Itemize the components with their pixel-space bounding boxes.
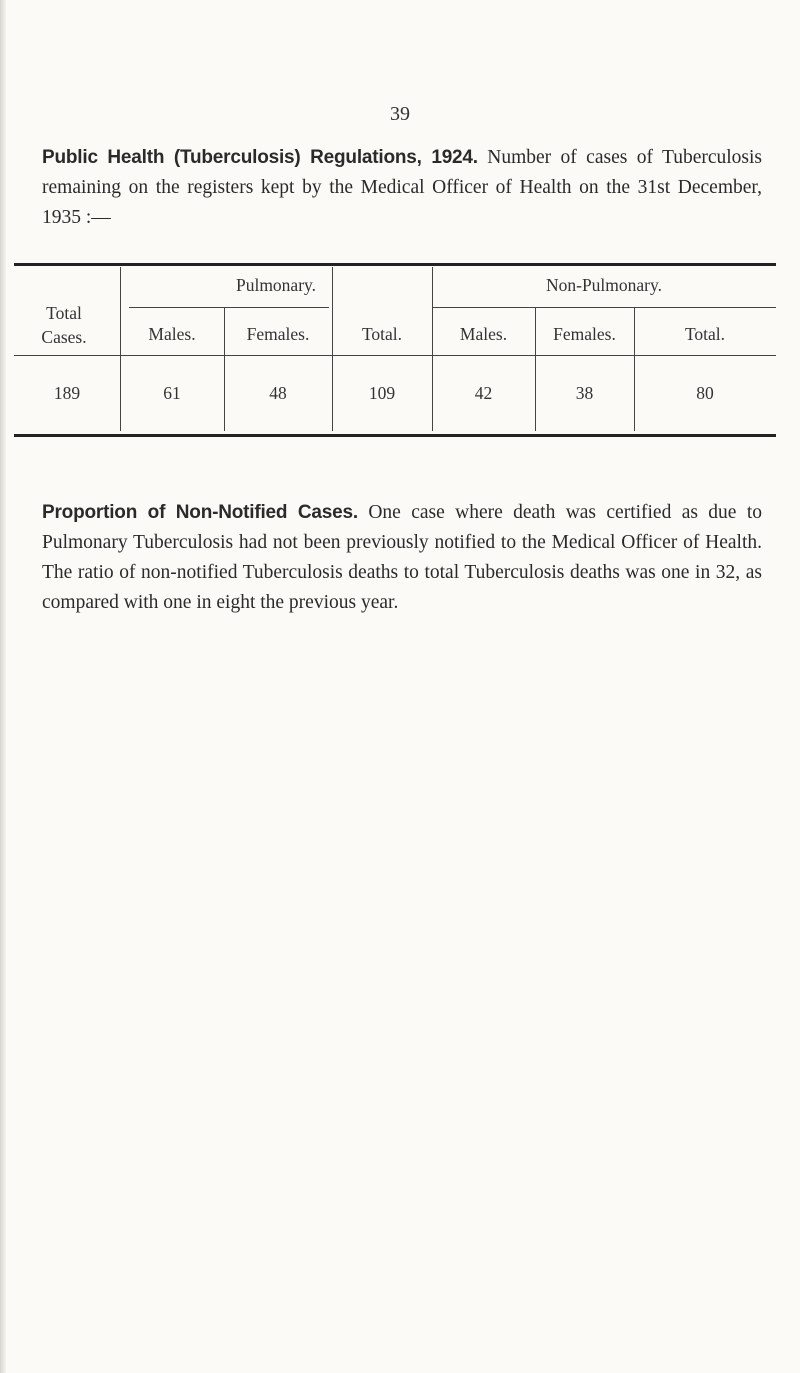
total-cases-value: 189	[53, 383, 81, 403]
pulmonary-header: Pulmonary.	[235, 275, 317, 295]
pulmonary-males-header: Males.	[148, 324, 196, 344]
pulmonary-total-header: Total.	[361, 324, 403, 344]
table-bottom-rule	[14, 434, 776, 437]
pulmonary-total-value: 109	[368, 383, 396, 403]
proportion-text: One case where death was certified as due to Pulmonary Tuberculosis had not been previously notified to the Medical Officer of Health. The ratio of non-notified Tuberculosis deaths to total Tuberculosis deaths was one in 32, as compared with one in eight the previous year.	[42, 502, 762, 613]
proportion-heading: Proportion of Non-Notified Cases.	[42, 502, 358, 523]
non-pulmonary-header: Non-Pulmonary.	[545, 275, 662, 295]
non-pulmonary-total-value: 80	[696, 383, 714, 403]
tuberculosis-cases-table	[14, 263, 776, 437]
intro-text: Number of cases of Tuberculosis remaining on the registers kept by the Medical Officer of Health on the 31st December, 1935 :—	[42, 147, 763, 228]
non-pulmonary-group-rule	[432, 307, 776, 308]
header-bottom-rule	[14, 355, 776, 356]
non-pulmonary-females-value: 38	[575, 383, 594, 403]
non-pulmonary-males-value: 42	[474, 383, 493, 403]
non-pulmonary-total-header: Total.	[684, 324, 726, 344]
regulations-heading: Public Health (Tuberculosis) Regulations, 1924.	[42, 147, 478, 168]
proportion-paragraph	[42, 498, 762, 618]
non-pulmonary-males-header: Males.	[459, 324, 508, 344]
pulmonary-females-header: Females.	[246, 324, 310, 344]
total-cases-header-line2: Cases.	[41, 327, 87, 347]
non-pulmonary-females-header: Females.	[553, 324, 616, 344]
pulmonary-males-value: 61	[163, 383, 181, 403]
total-cases-header-line1: Total	[46, 303, 82, 323]
table-top-rule	[14, 263, 776, 266]
pulmonary-females-value: 48	[269, 383, 287, 403]
pulmonary-group-rule	[129, 307, 329, 308]
intro-paragraph	[42, 143, 762, 233]
page-edge-shadow	[0, 0, 6, 1373]
page-number: 39	[390, 103, 410, 125]
